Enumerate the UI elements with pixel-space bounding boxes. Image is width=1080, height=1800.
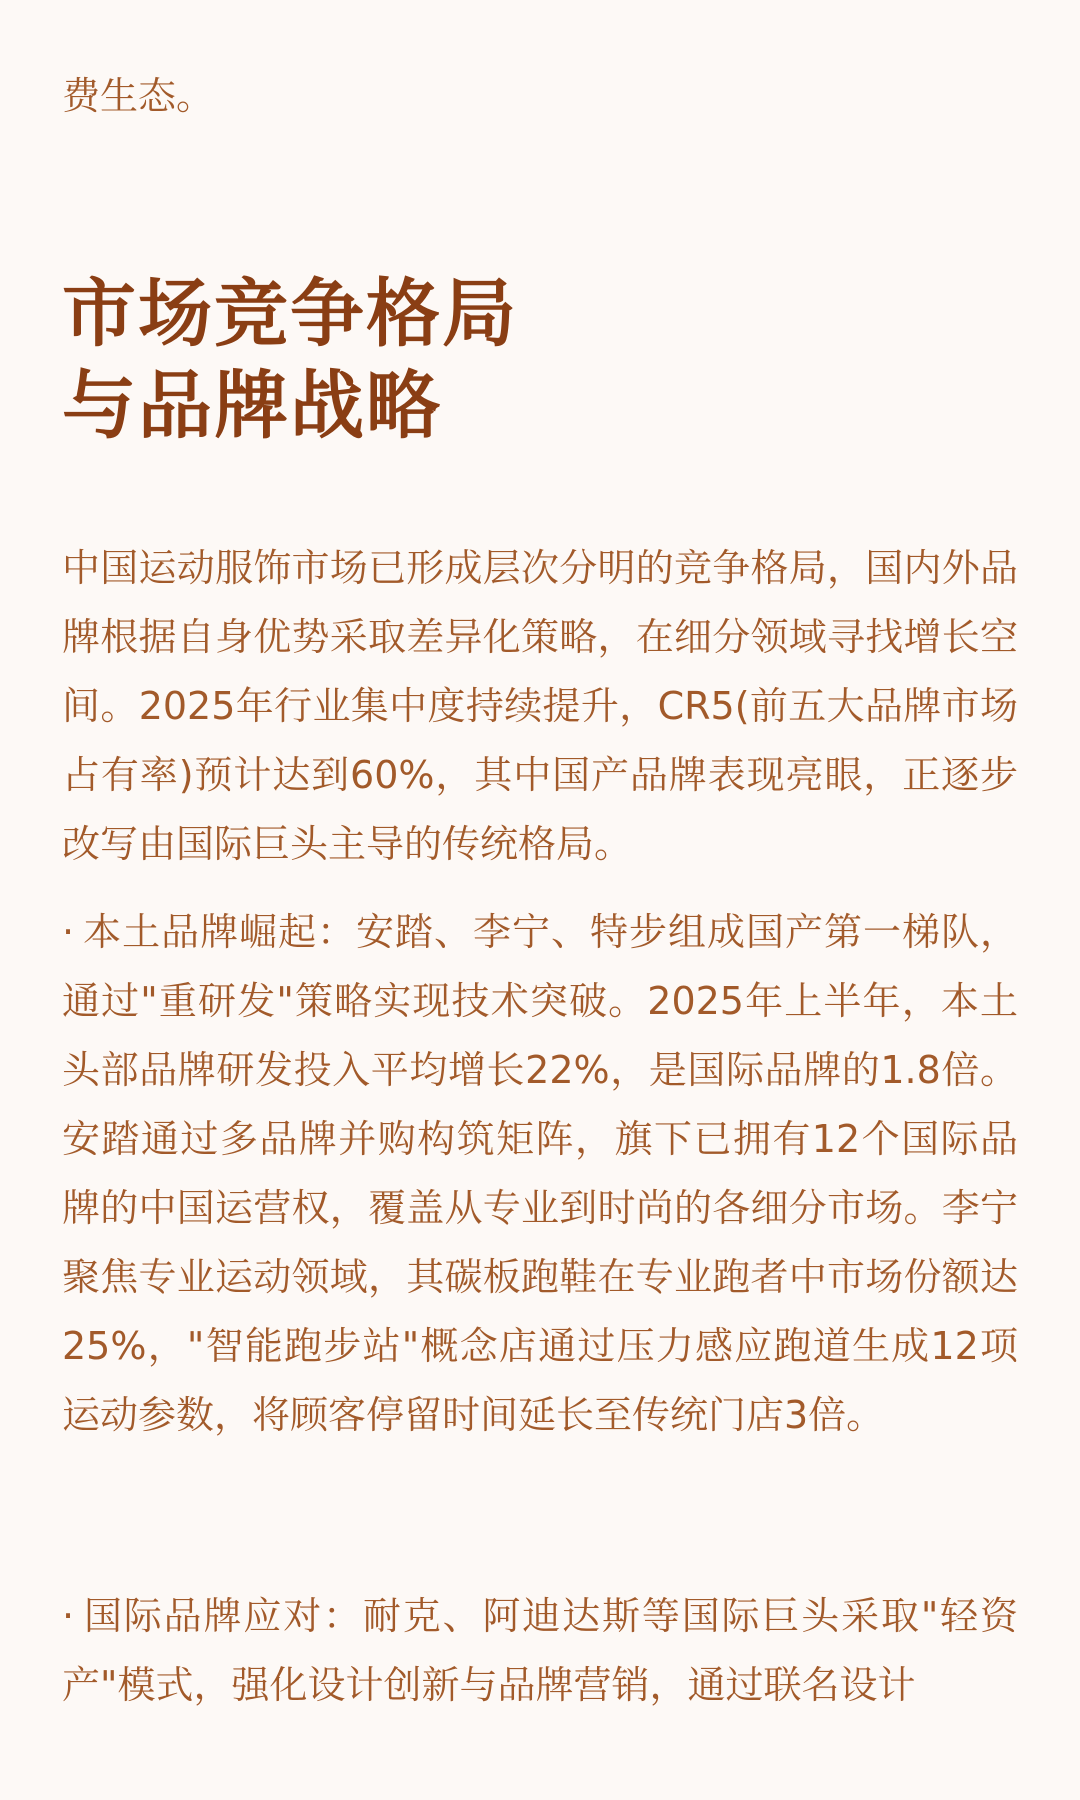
previous-paragraph-tail: 费生态。 [62, 74, 215, 118]
bullet-international-brands-text: 国际品牌应对：耐克、阿迪达斯等国际巨头采取"轻资产"模式，强化设计创新与品牌营销，通过联名设计 [62, 1594, 1018, 1707]
bullet-international-brands [62, 1582, 1018, 1720]
section-title-line-2: 与品牌战略 [62, 363, 442, 449]
bullet-dot-icon: · [62, 1594, 75, 1638]
bullet-local-brands-text: 本土品牌崛起：安踏、李宁、特步组成国产第一梯队，通过"重研发"策略实现技术突破。2025年上半年，本土头部品牌研发投入平均增长22%，是国际品牌的1.8倍。安踏通过多品牌并购构筑矩阵，旗下已拥有12个国际品牌的中国运营权，覆盖从专业到时尚的各细分市场。李宁聚焦专业运动领域，其碳板跑鞋在专业跑者中市场份额达25%，"智能跑步站"概念店通过压力感应跑道生成12项运动参数，将顾客停留时间延长至传统门店3倍。 [62, 910, 1018, 1437]
section-title-line-1: 市场竞争格局 [62, 271, 518, 357]
section-title [62, 268, 518, 452]
intro-paragraph: 中国运动服饰市场已形成层次分明的竞争格局，国内外品牌根据自身优势采取差异化策略，在细分领域寻找增长空间。2025年行业集中度持续提升，CR5(前五大品牌市场占有率)预计达到60%，其中国产品牌表现亮眼，正逐步改写由国际巨头主导的传统格局。 [62, 546, 1018, 866]
bullet-local-brands [62, 898, 1018, 1450]
bullet-dot-icon: · [62, 910, 75, 954]
